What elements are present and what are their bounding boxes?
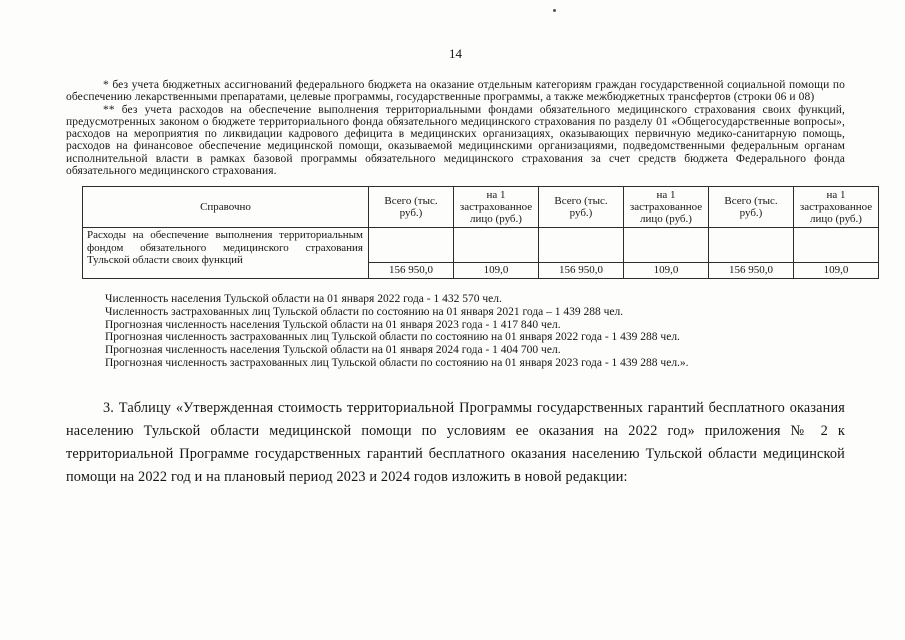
population-line: Прогнозная численность населения Тульской области на 01 января 2023 года - 1 417 840 чел. <box>105 318 561 331</box>
header-cell-per-insured-2: на 1 застрахованное лицо (руб.) <box>624 187 709 228</box>
table-header-row <box>83 187 879 228</box>
header-cell-per-insured-3: на 1 застрахованное лицо (руб.) <box>794 187 879 228</box>
header-cell-total-2: Всего (тыс. руб.) <box>539 187 624 228</box>
value-cell-total-2: 156 950,0 <box>539 263 624 279</box>
population-line: Прогнозная численность застрахованных лиц Тульской области по состоянию на 01 января 2022 года - 1 439 288 чел. <box>105 331 680 344</box>
paragraph-item-3: 3. Таблицу «Утвержденная стоимость территориальной Программы государственных гарантий бесплатного оказания населению Тульской области медицинской помощи по условиям ее оказания на 2022 год» приложения № 2 к территориальной Программе государственных гарантий бесплатного оказания населению Тульской области медицинской помощи на 2022 год и на плановый период 2023 и 2024 годов изложить в новой редакции: <box>66 399 845 485</box>
empty-cell <box>539 228 624 263</box>
value-cell-total-3: 156 950,0 <box>709 263 794 279</box>
scan-artifact-dot <box>553 9 556 12</box>
reference-table <box>82 186 879 279</box>
header-cell-total-1: Всего (тыс. руб.) <box>369 187 454 228</box>
empty-cell <box>794 228 879 263</box>
population-line: Прогнозная численность застрахованных лиц Тульской области по состоянию на 01 января 2023 года - 1 439 288 чел.». <box>105 356 689 369</box>
value-cell-per-insured-1: 109,0 <box>454 263 539 279</box>
empty-cell <box>369 228 454 263</box>
value-cell-per-insured-2: 109,0 <box>624 263 709 279</box>
empty-cell <box>709 228 794 263</box>
population-line: Прогнозная численность населения Тульской области на 01 января 2024 года - 1 404 700 чел. <box>105 344 561 357</box>
footnote-single-asterisk: * без учета бюджетных ассигнований федерального бюджета на оказание отдельным категориям граждан государственной социальной помощи по обеспечению лекарственными препаратами, целевые программы, государственные программы, а также межбюджетных трансфертов (строки 06 и 08) <box>66 79 845 104</box>
header-cell-spravochno: Справочно <box>83 187 369 228</box>
header-cell-per-insured-1: на 1 застрахованное лицо (руб.) <box>454 187 539 228</box>
header-cell-total-3: Всего (тыс. руб.) <box>709 187 794 228</box>
empty-cell <box>624 228 709 263</box>
row-label-expenses: Расходы на обеспечение выполнения территориальным фондом обязательного медицинского страхования Тульской области своих функций <box>83 228 369 279</box>
page-number: 14 <box>449 46 462 61</box>
population-line: Численность застрахованных лиц Тульской области по состоянию на 01 января 2021 года – 1 439 288 чел. <box>105 306 624 319</box>
empty-cell <box>454 228 539 263</box>
value-cell-total-1: 156 950,0 <box>369 263 454 279</box>
population-line: Численность населения Тульской области на 01 января 2022 года - 1 432 570 чел. <box>105 293 502 306</box>
footnote-double-asterisk: ** без учета расходов на обеспечение выполнения территориальными фондами обязательного медицинского страхования своих функций, предусмотренных законом о бюджете территориального фонда обязательного медицинского страхования по разделу 01 «Общегосударственные вопросы», расходов на мероприятия по ликвидации кадрового дефицита в медицинских организациях, оказывающих первичную медико-санитарную помощь, расходов на финансовое обеспечение медицинской помощи, оказываемой медицинскими организациями, подведомственными федеральным органам исполнительной власти в рамках базовой программы обязательного медицинского страхования за счет средств бюджета Федерального фонда обязательного медицинского страхования. <box>66 103 845 178</box>
value-cell-per-insured-3: 109,0 <box>794 263 879 279</box>
table-data-row-upper <box>83 228 879 263</box>
population-statistics <box>105 293 845 369</box>
